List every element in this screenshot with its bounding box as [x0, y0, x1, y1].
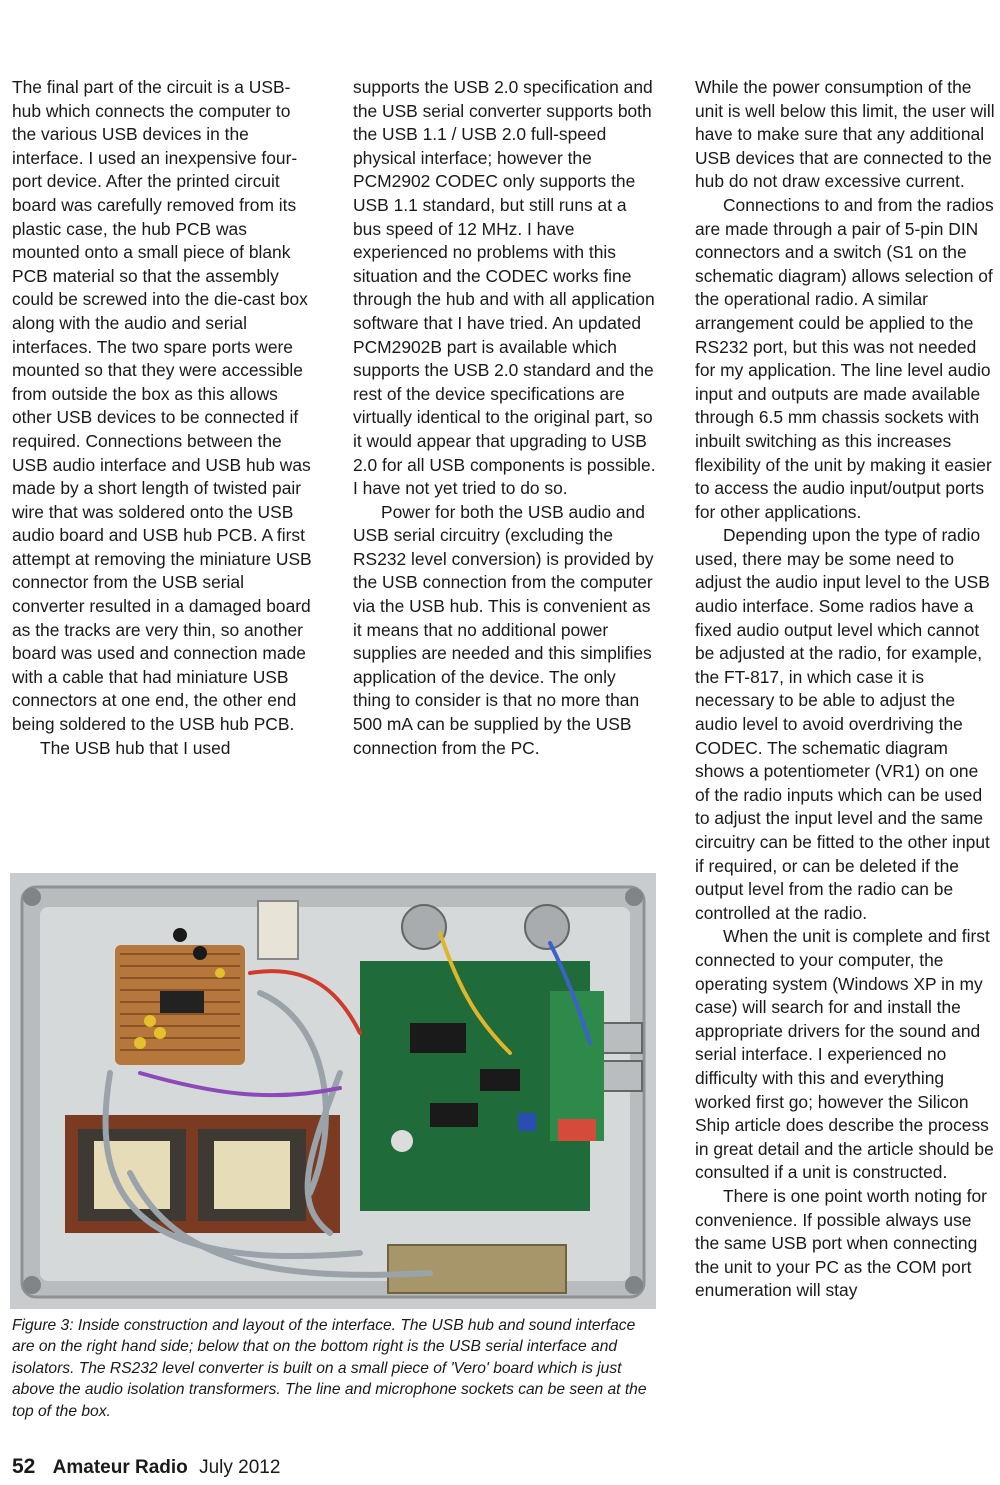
paragraph: supports the USB 2.0 specification and the USB serial converter supports both the USB 1.1 / USB 2.0 full-speed physical interface; however the PCM2902 CODEC only supports the USB 1.1 standard, but still runs at a bus speed of 12 MHz. I have experienced no problems with this situation and the CODEC works fine through the hub and with all application software that I have tried. An updated PCM2902B part is available which supports the USB 2.0 standard and the rest of the device specifications are virtually identical to the original part, so it would appear that upgrading to USB 2.0 for all USB components is possible. I have not yet tried to do so.: [353, 77, 656, 499]
paragraph: The USB hub that I used: [40, 737, 231, 758]
interface-photo: [10, 873, 656, 1309]
page-number: 52: [12, 1455, 36, 1478]
paragraph: There is one point worth noting for convenience. If possible always use the same USB port when connecting the unit to your PC as the COM port enumeration will stay: [695, 1185, 987, 1301]
page-footer: [12, 1455, 280, 1479]
figure-caption: Figure 3: Inside construction and layout of the interface. The USB hub and sound interface are on the right hand side; below that on the bottom right is the USB serial interface and isolators. The RS232 level converter is built on a small piece of 'Vero' board which is just above the audio isolation transformers. The line and microphone sockets can be seen at the top of the box.: [12, 1317, 647, 1420]
paragraph: While the power consumption of the unit is well below this limit, the user will have to make sure that any additional USB devices that are connected to the hub do not draw excessive current.: [695, 77, 995, 192]
text-column-2: [353, 76, 658, 760]
paragraph: The final part of the circuit is a USB-hub which connects the computer to the various USB devices in the interface. I used an inexpensive four-port device. After the printed circuit board was carefully removed from its plastic case, the hub PCB was mounted onto a small piece of blank PCB material so that the assembly could be screwed into the die-cast box along with the audio and serial interfaces. The two spare ports were mounted so that they were accessible from outside the box as this allows other USB devices to be connected if required. Connections between the USB audio interface and USB hub was made by a short length of twisted pair wire that was soldered onto the USB audio board and USB hub PCB. A first attempt at removing the miniature USB connector from the USB serial converter resulted in a damaged board as the tracks are very thin, so another board was used and connection made with a cable that had miniature USB connectors at one end, the other end being soldered to the USB hub PCB.: [12, 77, 312, 735]
issue-date: July 2012: [199, 1457, 281, 1478]
paragraph: Depending upon the type of radio used, there may be some need to adjust the audio input level to the USB audio interface. Some radios have a fixed audio output level which cannot be adjusted at the radio, for example, the FT-817, in which case it is necessary to be able to adjust the audio level to avoid overdriving the CODEC. The schematic diagram shows a potentiometer (VR1) on one of the radio inputs which can be used to adjust the input level and the same circuitry can be fitted to the other input if required, or can be deleted if the output level from the radio can be controlled at the radio.: [695, 525, 990, 923]
magazine-title: Amateur Radio: [52, 1457, 188, 1478]
paragraph: Connections to and from the radios are made through a pair of 5-pin DIN connectors and a switch (S1 on the schematic diagram) allows selection of the operational radio. A similar arrangement could be applied to the RS232 port, but this was not needed for my application. The line level audio input and outputs are made available through 6.5 mm chassis sockets with inbuilt switching as this increases flexibility of the unit by making it easier to access the audio input/output ports for other applications.: [695, 194, 994, 522]
paragraph: When the unit is complete and first connected to your computer, the operating system (Windows XP in my case) will search for and install the appropriate drivers for the sound and serial interface. I experienced no difficulty with this and everything worked first go; however the Silicon Ship article does describe the process in great detail and the article should be consulted if a unit is constructed.: [695, 926, 994, 1183]
text-column-1: [12, 76, 312, 760]
text-column-3: [695, 76, 995, 1303]
paragraph: Power for both the USB audio and USB serial circuitry (excluding the RS232 level conversion) is provided by the USB connection from the computer via the USB hub. This is convenient as it means that no additional power supplies are needed and this simplifies application of the device. The only thing to consider is that no more than 500 mA can be supplied by the USB connection from the PC.: [353, 501, 654, 758]
